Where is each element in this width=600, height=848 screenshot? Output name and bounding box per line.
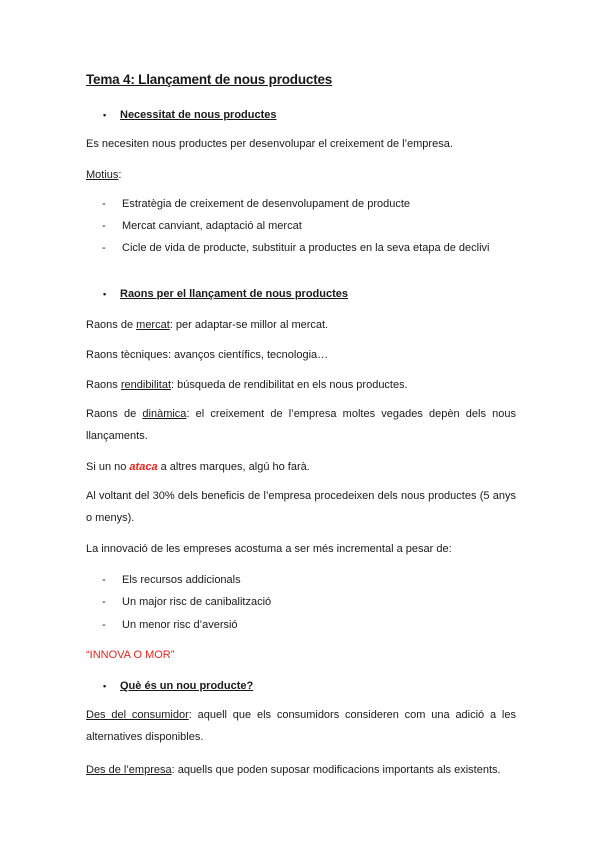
list-item: - Cicle de vida de producte, substituir a productes en la seva etapa de declivi [102, 242, 490, 254]
paragraph-raons-rendibilitat: Raons rendibilitat: búsqueda de rendibilitat en els nous productes. [86, 379, 408, 391]
section-heading-necessitat: • Necessitat de nous productes [103, 109, 277, 121]
slogan: “INNOVA O MOR” [86, 649, 175, 661]
section-heading-nou-producte: • Què és un nou producte? [103, 680, 254, 692]
paragraph-raons-mercat: Raons de mercat: per adaptar-se millor al mercat. [86, 319, 329, 331]
section-heading-raons: • Raons per el llançament de nous productes [103, 288, 348, 300]
paragraph-intro: Es necesiten nous productes per desenvolupar el creixement de l’empresa. [86, 138, 453, 150]
paragraph-consumidor: Des del consumidor: aquell que els consumidors consideren com una adició a les alternatives disponibles. [86, 709, 516, 743]
paragraph-voltant: Al voltant del 30% dels beneficis de l’empresa procedeixen dels nous productes (5 anys o menys). [86, 490, 516, 524]
bullet-icon: • [103, 289, 107, 299]
paragraph-raons-tecniques: Raons tècniques: avanços científics, tecnologia… [86, 349, 329, 361]
list-item: - Mercat canviant, adaptació al mercat [102, 220, 302, 232]
paragraph-empresa: Des de l’empresa: aquells que poden suposar modificacions importants als existents. [86, 764, 501, 776]
list-item: - Estratègia de creixement de desenvolupament de producte [102, 198, 411, 210]
motius-label: Motius: [86, 169, 122, 181]
bullet-icon: • [103, 681, 107, 691]
list-item: - Un menor risc d’aversió [102, 619, 238, 631]
page-title: Tema 4: Llançament de nous productes [86, 72, 333, 87]
list-item: - Un major risc de canibalització [102, 596, 272, 608]
list-item: - Els recursos addicionals [102, 574, 241, 586]
bullet-icon: • [103, 110, 107, 120]
paragraph-innovacio: La innovació de les empreses acostuma a ser més incremental a pesar de: [86, 543, 452, 555]
paragraph-raons-dinamica: Raons de dinàmica: el creixement de l’empresa moltes vegades depèn dels nous llançaments. [86, 408, 516, 442]
paragraph-ataca: Si un no ataca a altres marques, algú ho farà. [86, 461, 310, 473]
